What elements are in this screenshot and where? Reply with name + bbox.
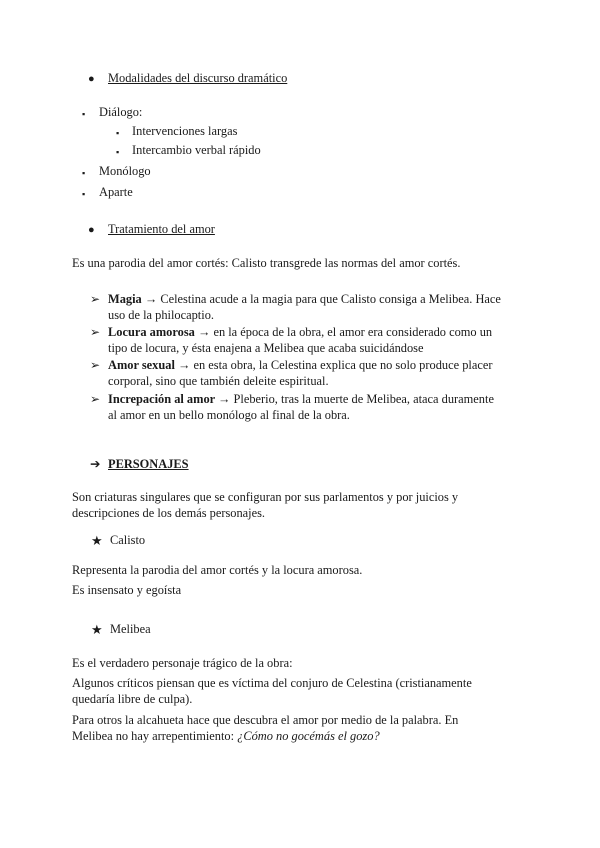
square-bullet-icon: ▪ — [82, 168, 86, 178]
point-increpacion-line2: al amor en un bello monólogo al final de la obra. — [108, 408, 350, 422]
point-sexual-line1 — [108, 357, 492, 374]
point-magia-line2: uso de la philocaptio. — [108, 308, 214, 322]
list-item-dialogo: Diálogo: — [99, 105, 143, 119]
square-bullet-icon: ▪ — [116, 128, 120, 138]
point-sexual-text: en esta obra, la Celestina explica que no solo produce placer — [190, 358, 493, 372]
list-item-aparte: Aparte — [99, 185, 133, 199]
personajes-intro-line1: Son criaturas singulares que se configuran por sus parlamentos y por juicios y — [72, 490, 459, 504]
heading-personajes: PERSONAJES — [108, 457, 189, 471]
star-bullet-icon: ★ — [91, 533, 103, 548]
arrowhead-bullet-icon: ➢ — [90, 325, 101, 339]
point-magia-line1 — [108, 291, 501, 308]
melibea-quote: ¿Cómo no gocémás el gozo? — [237, 729, 380, 743]
arrowhead-bullet-icon: ➢ — [90, 358, 101, 372]
point-locura-line1 — [108, 324, 492, 341]
arrowhead-bullet-icon: ➢ — [90, 392, 101, 406]
point-magia-text: Celestina acude a la magia para que Calisto consiga a Melibea. Hace — [157, 292, 501, 306]
calisto-line1: Representa la parodia del amor cortés y la locura amorosa. — [72, 563, 363, 577]
melibea-line1: Es el verdadero personaje trágico de la obra: — [72, 656, 293, 670]
melibea-line5 — [72, 728, 380, 745]
arrow-bullet-icon: ➔ — [90, 457, 101, 471]
point-sexual-term: Amor sexual → — [108, 358, 191, 372]
melibea-line4: Para otros la alcahueta hace que descubra el amor por medio de la palabra. En — [72, 713, 459, 727]
point-locura-line2: tipo de locura, y ésta enajena a Melibea que acaba suicidándose — [108, 341, 424, 355]
list-subitem-intercambio: Intercambio verbal rápido — [132, 143, 261, 157]
amor-intro: Es una parodia del amor cortés: Calisto transgrede las normas del amor cortés. — [72, 256, 461, 270]
square-bullet-icon: ▪ — [116, 147, 120, 157]
melibea-line3: quedaría libre de culpa). — [72, 692, 193, 706]
arrowhead-bullet-icon: ➢ — [90, 292, 101, 306]
list-item-monologo: Monólogo — [99, 164, 151, 178]
heading-tratamiento-amor: Tratamiento del amor — [108, 222, 215, 236]
heading-modalidades: Modalidades del discurso dramático — [108, 71, 288, 85]
bullet-dot-icon: ● — [88, 224, 95, 236]
character-melibea: Melibea — [110, 622, 151, 636]
melibea-line5-prefix: Melibea no hay arrepentimiento: — [72, 729, 238, 743]
point-sexual-line2: corporal, sino que también deleite espiritual. — [108, 374, 329, 388]
point-increpacion-text: Pleberio, tras la muerte de Melibea, ataca duramente — [230, 392, 494, 406]
point-increpacion-line1 — [108, 391, 494, 408]
star-bullet-icon: ★ — [91, 622, 103, 637]
list-subitem-intervenciones: Intervenciones largas — [132, 124, 238, 138]
personajes-intro-line2: descripciones de los demás personajes. — [72, 506, 266, 520]
square-bullet-icon: ▪ — [82, 109, 86, 119]
bullet-dot-icon: ● — [88, 73, 95, 85]
point-increpacion-term: Increpación al amor → — [108, 392, 231, 406]
point-locura-term: Locura amorosa → — [108, 325, 211, 339]
point-locura-text: en la época de la obra, el amor era considerado como un — [210, 325, 493, 339]
character-calisto: Calisto — [110, 533, 146, 547]
melibea-line2: Algunos críticos piensan que es víctima del conjuro de Celestina (cristianamente — [72, 676, 472, 690]
square-bullet-icon: ▪ — [82, 189, 86, 199]
point-magia-term: Magia → — [108, 292, 158, 306]
calisto-line2: Es insensato y egoísta — [72, 583, 182, 597]
